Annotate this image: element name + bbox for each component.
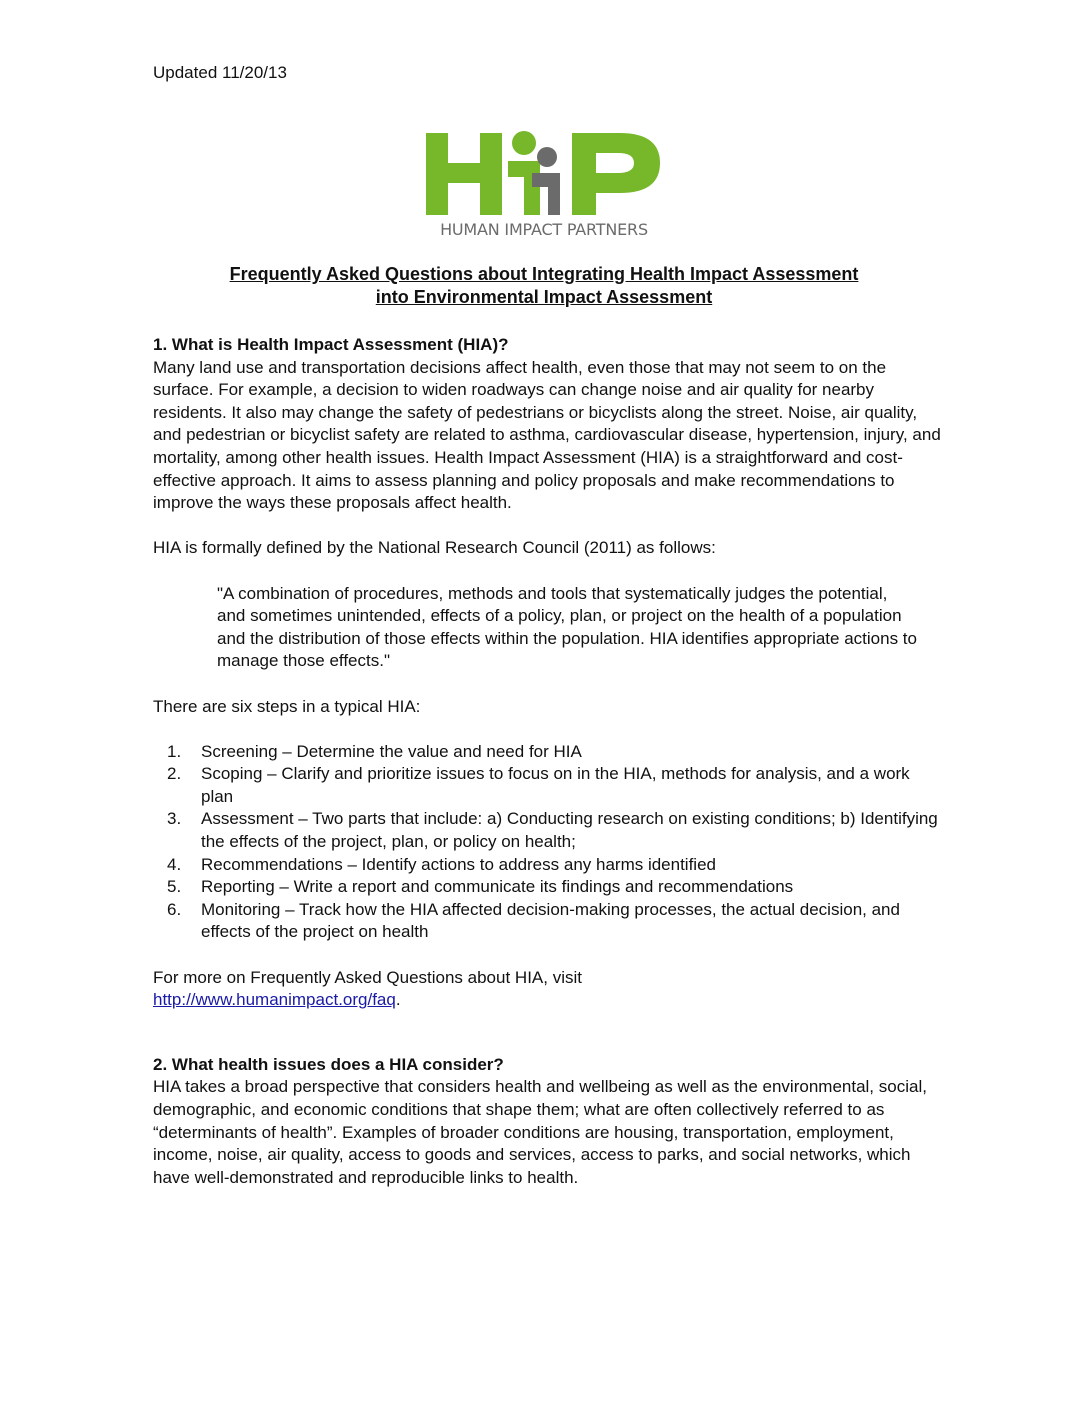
list-item: 6. Monitoring – Track how the HIA affected decision-making processes, the actual decision, and effects of the project on health <box>167 899 900 942</box>
list-item: 1. Screening – Determine the value and need for HIA <box>167 741 582 761</box>
hip-logo-mark <box>424 127 664 222</box>
section-2-heading: 2. What health issues does a HIA consider? <box>153 1054 504 1074</box>
steps-intro: There are six steps in a typical HIA: <box>153 696 421 716</box>
hia-definition-quote: "A combination of procedures, methods and tools that systematically judges the potential, and sometimes unintended, effects of a policy, plan, or project on the health of a population and the distribution of those effects within the population. HIA identifies appropriate actions to manage those effects." <box>217 583 917 671</box>
title-line-2: into Environmental Impact Assessment <box>375 287 713 307</box>
document-body <box>153 334 943 1189</box>
list-item: 2. Scoping – Clarify and prioritize issues to focus on in the HIA, methods for analysis, and a work plan <box>167 764 910 806</box>
title-line-1: Frequently Asked Questions about Integrating Health Impact Assessment <box>229 264 859 284</box>
list-item: 3. Assessment – Two parts that include: a) Conducting research on existing conditions; b) Identifying the effects of the project, plan, or policy on health; <box>167 809 938 852</box>
list-item: 5. Reporting – Write a report and communicate its findings and recommendations <box>167 877 794 897</box>
human-impact-partners-logo <box>424 127 664 245</box>
faq-link[interactable]: http://www.humanimpact.org/faq <box>153 990 396 1010</box>
faq-more-text: For more on Frequently Asked Questions about HIA, visit <box>153 967 582 987</box>
updated-date: Updated 11/20/13 <box>153 63 287 82</box>
list-item: 4. Recommendations – Identify actions to address any harms identified <box>167 854 716 874</box>
hia-definition-intro: HIA is formally defined by the National Research Council (2011) as follows: <box>153 538 716 558</box>
section-1-paragraph: Many land use and transportation decisions affect health, even those that may not seem to on the surface. For example, a decision to widen roadways can change noise and air quality for nearby residents. It also may change the safety of pedestrians or bicyclists along the street. Noise, air quality, and pedestrian or bicyclist safety are related to asthma, cardiovascular disease, hypertension, injury, and mortality, among other health issues. Health Impact Assessment (HIA) is a straightforward and cost-effective approach. It aims to assess planning and policy proposals and make recommendations to improve the ways these proposals affect health. <box>153 357 941 513</box>
faq-more-info: For more on Frequently Asked Questions about HIA, visit http://www.humanimpact.org/faq. <box>153 967 582 1010</box>
page-title <box>153 263 935 309</box>
hia-steps-list <box>153 741 943 944</box>
logo-text: HUMAN IMPACT PARTNERS <box>440 220 648 239</box>
section-1-heading: 1. What is Health Impact Assessment (HIA)? <box>153 335 509 354</box>
section-2-paragraph: HIA takes a broad perspective that considers health and wellbeing as well as the environmental, social, demographic, and economic conditions that shape them; what are often collectively referred to as “determinants of health”. Examples of broader conditions are housing, transportation, employment, income, noise, air quality, access to goods and services, access to parks, and social networks, which have well-demonstrated and reproducible links to health. <box>153 1077 927 1187</box>
